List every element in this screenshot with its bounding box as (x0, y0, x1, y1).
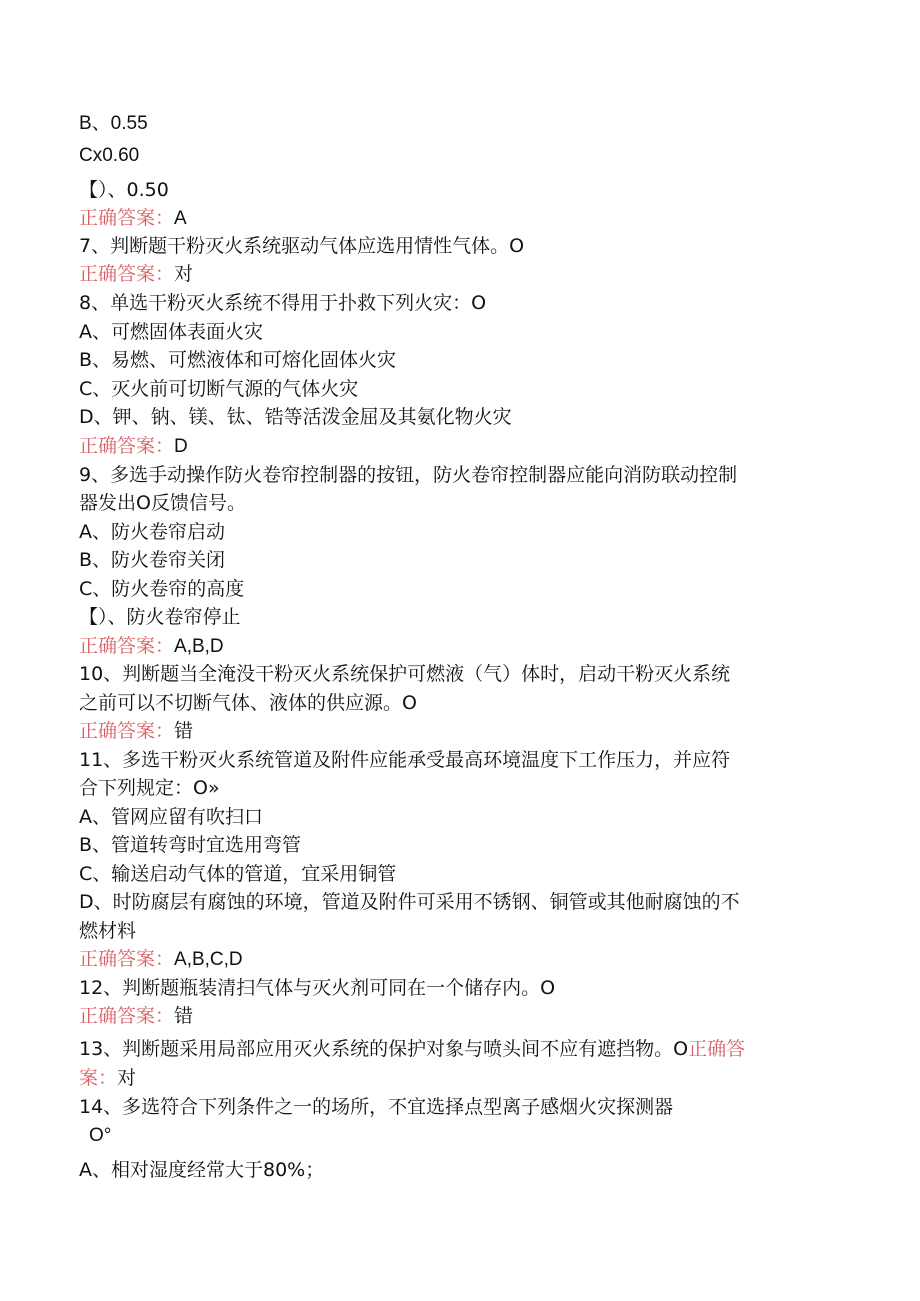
option-b-q8: B、易燃、可燃液体和可熔化固体火灾 (79, 349, 397, 371)
answer-q10 (79, 717, 839, 745)
answer-q8 (79, 432, 839, 461)
option-b-q11: B、管道转弯时宜选用弯管 (79, 834, 302, 856)
option-c-q11: C、输送启动气体的管道，宜采用铜管 (79, 863, 397, 885)
answer-q12 (79, 1002, 839, 1030)
answer-value: 错 (174, 1005, 194, 1027)
question-9-line-1: 9、多选手动操作防火卷帘控制器的按钮，防火卷帘控制器应能向消防联动控制 (79, 464, 738, 486)
question-10-line-1: 10、判断题当全淹没干粉灭火系统保护可燃液（气）体时，启动干粉灭火系统 (79, 663, 731, 685)
option-d-q11-line-1: D、时防腐层有腐蚀的环境，管道及附件可采用不锈钢、铜管或其他耐腐蚀的不 (79, 891, 740, 913)
option-a-q11: A、管网应留有吹扫口 (79, 806, 263, 828)
option-a-q8: A、可燃固体表面火灾 (79, 321, 263, 343)
answer-value: A,B,C,D (174, 949, 243, 970)
question-13-text: 13、判断题采用局部应用灭火系统的保护对象与喷头间不应有遮挡物。O (79, 1038, 689, 1060)
answer-q9 (79, 632, 839, 661)
option-a-q14: A、相对湿度经常大于80%； (79, 1159, 325, 1181)
answer-value: A (174, 208, 187, 229)
answer-label-part-2: 案： (79, 1067, 118, 1089)
question-7: 7、判断题干粉灭火系统驱动气体应选用情性气体。O (79, 235, 525, 257)
answer-label: 正确答案： (79, 435, 175, 457)
answer-label: 正确答案： (79, 948, 175, 970)
option-b-q9: B、防火卷帘关闭 (79, 549, 226, 571)
question-12: 12、判断题瓶装清扫气体与灭火剂可同在一个储存内。O (79, 977, 556, 999)
option-d-q11-line-2: 燃材料 (79, 920, 137, 942)
question-14-line-1: 14、多选符合下列条件之一的场所，不宜选择点型离子感烟火灾探测器 (79, 1096, 674, 1118)
option-b-q6: B、0.55 (79, 113, 148, 134)
question-11-line-1: 11、多选干粉灭火系统管道及附件应能承受最高环境温度下工作压力，并应符 (79, 749, 731, 771)
question-9-line-2: 器发出O反馈信号。 (79, 492, 246, 514)
answer-value: D (174, 436, 188, 457)
answer-q6 (79, 204, 839, 233)
answer-label: 正确答案： (79, 207, 175, 229)
question-14-line-2: O° (89, 1125, 112, 1146)
answer-value: 对 (174, 263, 194, 285)
answer-q13 (79, 1064, 839, 1092)
option-c-q9: C、防火卷帘的高度 (79, 578, 245, 600)
question-10-line-2: 之前可以不切断气体、液体的供应源。O (79, 692, 417, 714)
answer-label: 正确答案： (79, 263, 175, 285)
option-d-q8: D、钾、钠、镁、钛、锆等活泼金屈及其氨化物火灾 (79, 406, 512, 428)
answer-q11 (79, 945, 839, 974)
answer-value: 错 (174, 720, 194, 742)
answer-value: A,B,D (174, 636, 224, 657)
option-a-q9: A、防火卷帘启动 (79, 521, 225, 543)
answer-label: 正确答案： (79, 635, 175, 657)
question-8: 8、单选干粉灭火系统不得用于扑救下列火灾：O (79, 292, 487, 314)
answer-q7 (79, 260, 839, 288)
option-c-q8: C、灭火前可切断气源的气体火灾 (79, 378, 359, 400)
answer-label: 正确答案： (79, 720, 175, 742)
answer-value: 对 (117, 1067, 137, 1089)
answer-label-part-1: 正确答 (688, 1038, 746, 1060)
option-d-q6: 【）、0.50 (79, 179, 169, 201)
option-d-q9: 【）、防火卷帘停止 (79, 606, 241, 628)
question-11-line-2: 合下列规定：O» (79, 777, 220, 799)
answer-label: 正确答案： (79, 1005, 175, 1027)
option-c-q6: Cx0.60 (79, 145, 140, 166)
question-13 (79, 1035, 839, 1063)
